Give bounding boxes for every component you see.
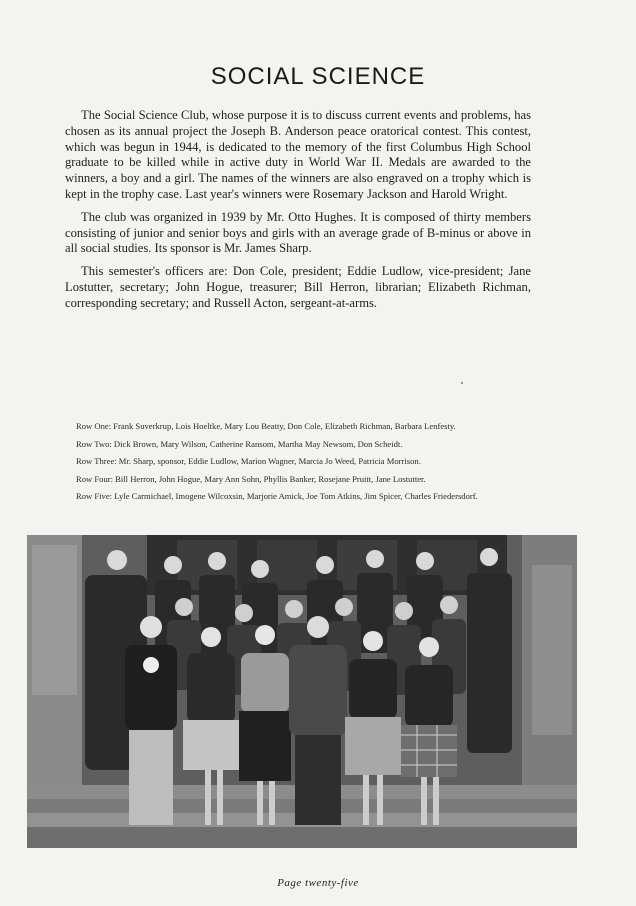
group-photo [27,535,577,848]
page-title: SOCIAL SCIENCE [210,63,426,90]
caption-row-five: Row Five: Lyle Carmichael, Imogene Wilcoxsin, Marjorie Amick, Joe Tom Atkins, Jim Spicer, Charles Friedersdorf. [76,491,478,502]
article-body [65,108,531,319]
paragraph-purpose: The Social Science Club, whose purpose it is to discuss current events and problems, has chosen as its annual project the Joseph B. Anderson peace oratorical contest. This contest, which was begun in 1944, is dedicated to the memory of the first Columbus High School graduate to be killed while in active duty in World War II. Medals are awarded to the winners, a boy and a girl. The names of the winners are also engraved on a trophy which is kept in the trophy case. Last year's winners were Rosemary Jackson and Harold Wright. [65,108,531,201]
group-photo-illustration [27,535,577,848]
photo-caption [65,421,531,509]
caption-row-four: Row Four: Bill Herron, John Hogue, Mary Ann Sohn, Phyllis Banker, Rosejane Pruitt, Jane Lostutter. [76,473,426,484]
paragraph-officers: This semester's officers are: Don Cole, president; Eddie Ludlow, vice-president; Jane Lostutter, secretary; John Hogue, treasurer; Bill Herron, librarian; Elizabeth Richman, corresponding secretary; and Russell Acton, sergeant-at-arms. [65,264,531,310]
paragraph-organization: The club was organized in 1939 by Mr. Otto Hughes. It is composed of thirty members consisting of junior and senior boys and girls with an average grade of B-minus or above in all social studies. Its sponsor is Mr. James Sharp. [65,209,531,256]
caption-row-two: Row Two: Dick Brown, Mary Wilson, Catherine Ransom, Martha May Newsom, Don Scheidt. [76,438,403,449]
caption-row-one: Row One: Frank Suverkrup, Lois Hoeltke, Mary Lou Beatty, Don Cole, Elizabeth Richman, Barbara Lenfesty. [76,421,456,431]
print-speck [461,382,463,384]
page-number: Page twenty-five [277,877,359,889]
caption-row-three: Row Three: Mr. Sharp, sponsor, Eddie Ludlow, Marion Wagner, Marcia Jo Weed, Patricia Morrison. [76,456,421,467]
